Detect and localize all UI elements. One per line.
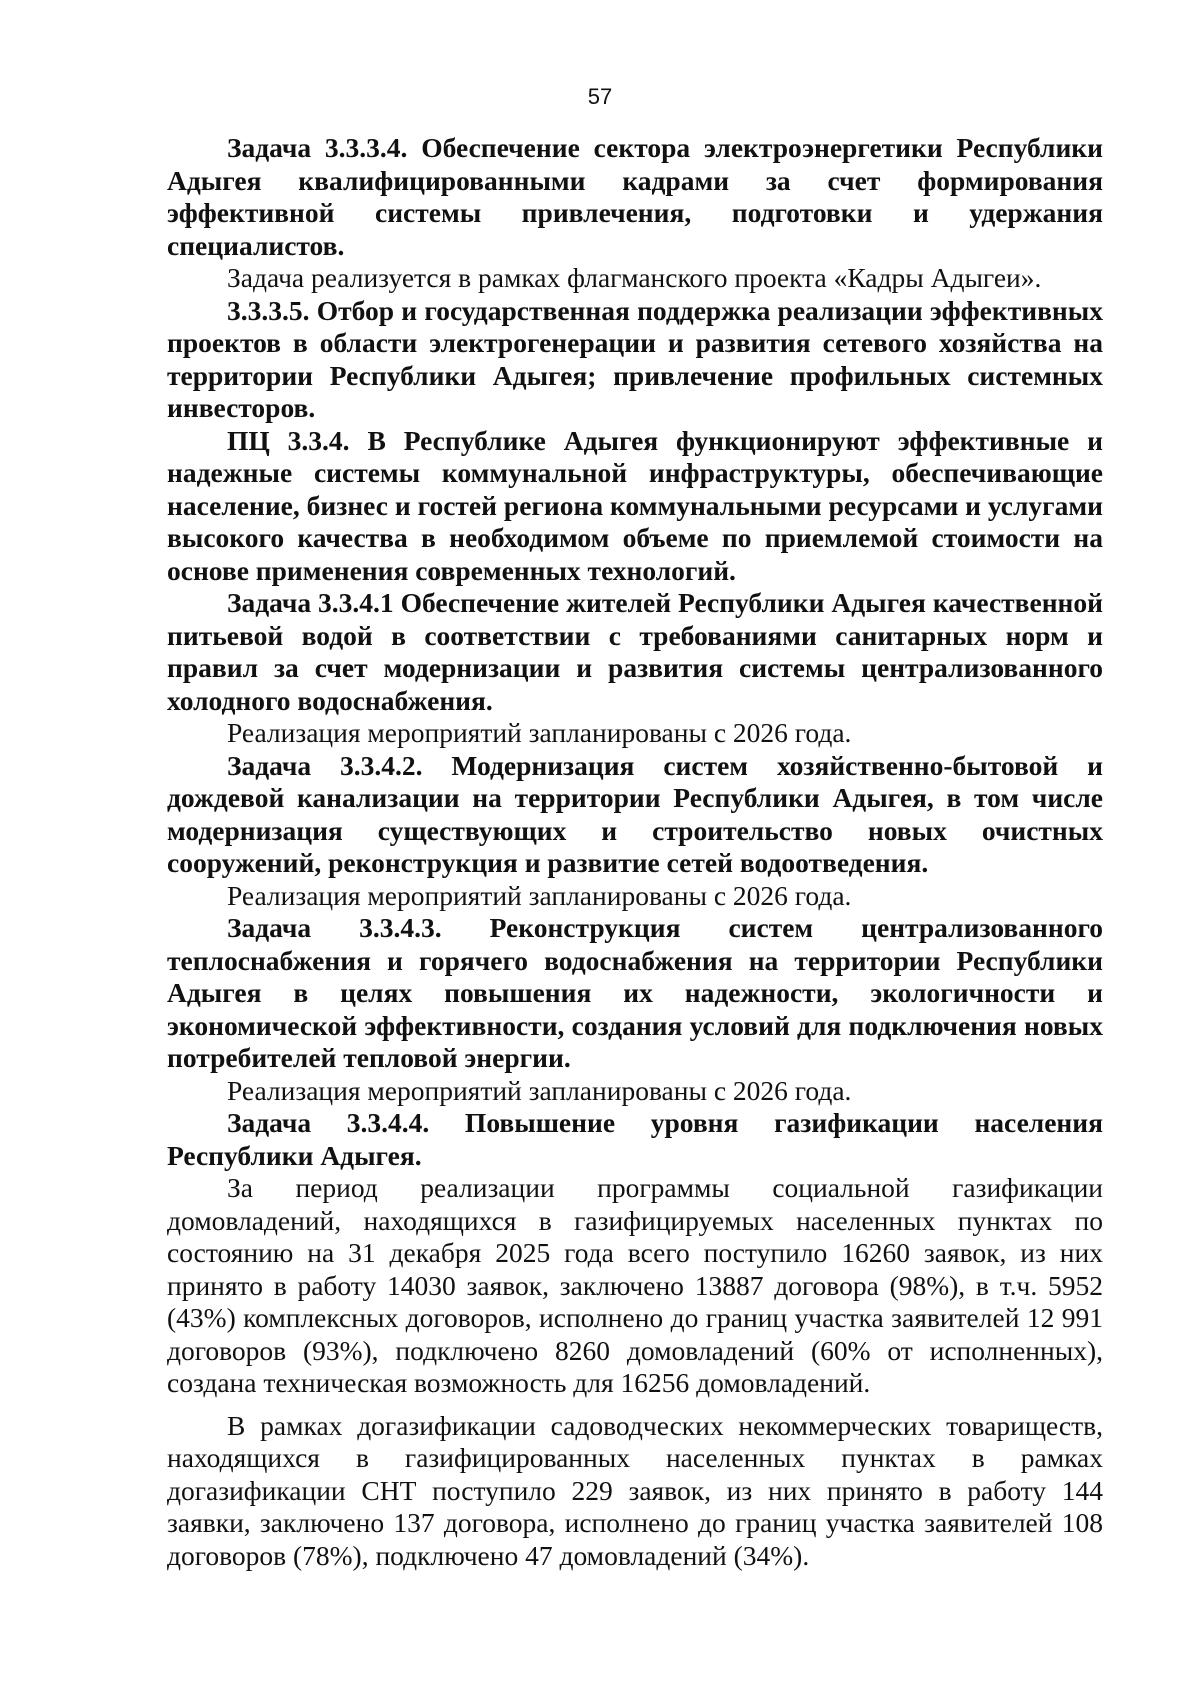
task-3-3-4-2-heading: Задача 3.3.4.2. Модернизация систем хозяйственно-бытовой и дождевой канализации на территории Республики Адыгея, в том числе модернизация существующих и строительство новых очистных сооружений, реконструкция и развитие сетей водоотведения. [167,749,1103,878]
page-number: 57 [587,84,613,109]
gasification-paragraph: За период реализации программы социальной газификации домовладений, находящихся в газифицируемых населенных пунктах по состоянию на 31 декабря 2025 года всего поступило 16260 заявок, из них принято в работу 14030 заявок, заключено 13887 договора (98%), в т.ч. 5952 (43%) комплексных договоров, исполнено до границ участка заявителей 12 991 договоров (93%), подключено 8260 домовладений (60% от исполненных), создана техническая возможность для 16256 домовладений. [167,1172,1103,1398]
task-3-3-3-4-note: Задача реализуется в рамках флагманского проекта «Кадры Адыгеи». [227,262,1042,293]
task-3-3-3-5-heading: 3.3.3.5. Отбор и государственная поддержка реализации эффективных проектов в области электрогенерации и развития сетевого хозяйства на территории Республики Адыгея; привлечение профильных системных инвесторов. [167,294,1103,423]
task-3-3-3-4-heading: Задача 3.3.3.4. Обеспечение сектора электроэнергетики Республики Адыгея квалифицированными кадрами за счет формирования эффективной системы привлечения, подготовки и удержания специалистов. [167,132,1103,261]
task-3-3-4-2-note: Реализация мероприятий запланированы с 2026 года. [227,879,852,911]
target-3-3-4-heading: ПЦ 3.3.4. В Республике Адыгея функционируют эффективные и надежные системы коммунальной инфраструктуры, обеспечивающие население, бизнес и гостей региона коммунальными ресурсами и услугами высокого качества в необходимом объеме по приемлемой стоимости на основе применения современных технологий. [167,424,1103,586]
document-body [167,132,1103,1572]
snt-gasification-paragraph: В рамках догазификации садоводческих некоммерческих товариществ, находящихся в газифицированных населенных пунктах в рамках догазификации СНТ поступило 229 заявок, из них принято в работу 144 заявки, заключено 137 договора, исполнено до границ участка заявителей 108 договоров (78%), подключено 47 домовладений (34%). [167,1409,1103,1571]
task-3-3-4-3-note: Реализация мероприятий запланированы с 2026 года. [227,1074,852,1106]
task-3-3-4-3-heading: Задача 3.3.4.3. Реконструкция систем централизованного теплоснабжения и горячего водоснабжения на территории Республики Адыгея в целях повышения их надежности, экологичности и экономической эффективности, создания условий для подключения новых потребителей тепловой энергии. [167,912,1103,1073]
task-3-3-4-4-heading: Задача 3.3.4.4. Повышение уровня газификации населения Республики Адыгея. [167,1107,1103,1171]
task-3-3-4-1-heading: Задача 3.3.4.1 Обеспечение жителей Республики Адыгея качественной питьевой водой в соответствии с требованиями санитарных норм и правил за счет модернизации и развития системы централизованного холодного водоснабжения. [167,587,1103,716]
task-3-3-4-1-note: Реализация мероприятий запланированы с 2026 года. [227,717,852,748]
